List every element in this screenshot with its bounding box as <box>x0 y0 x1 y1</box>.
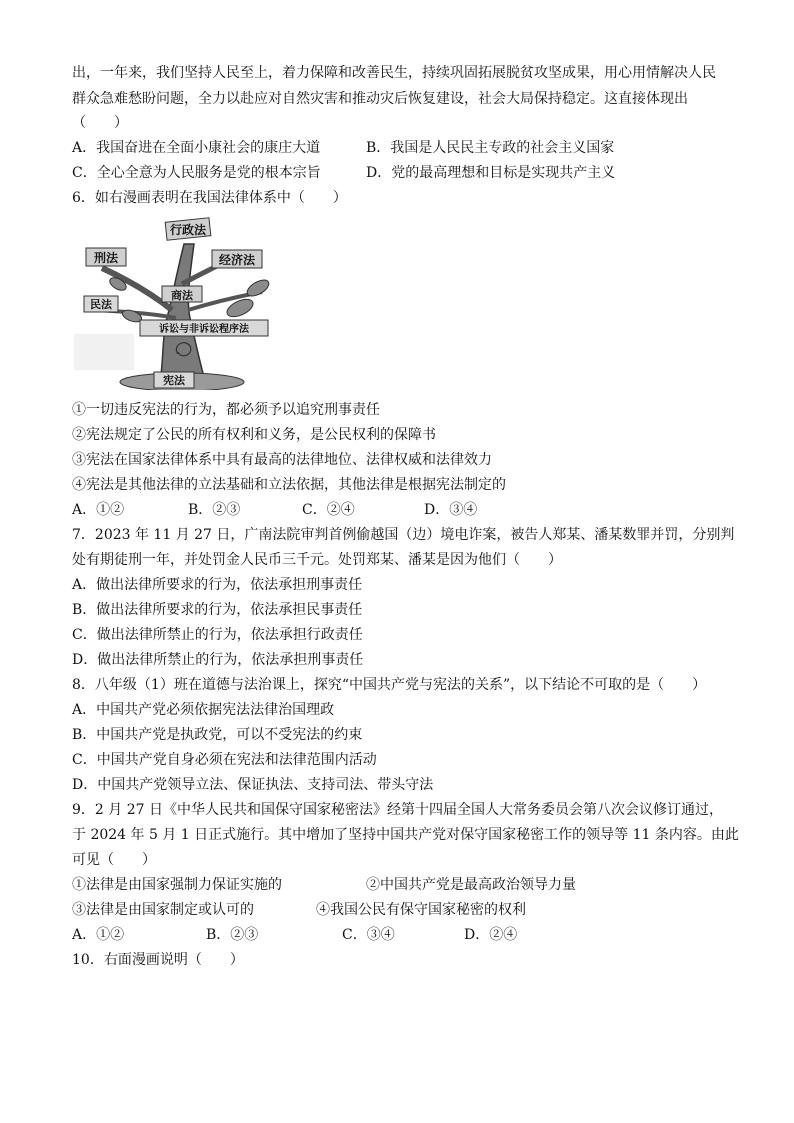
tree-label-criminal-law: 刑法 <box>93 251 119 265</box>
q6-statement-3: ③宪法在国家法律体系中具有最高的法律地位、法律权威和法律效力 <box>72 452 492 468</box>
tree-label-commercial-law: 商法 <box>171 289 193 302</box>
q5-option-b: B．我国是人民民主专政的社会主义国家 <box>366 140 615 156</box>
tree-label-procedure-law: 诉讼与非诉讼程序法 <box>159 324 249 335</box>
tree-label-civil-law: 民法 <box>90 298 112 311</box>
q9-statement-3: ③法律是由国家制定或认可的 <box>72 902 254 918</box>
q5-blank: （ ） <box>72 115 128 131</box>
q6-option-c: C．②④ <box>302 502 355 518</box>
q5-option-a: A．我国奋进在全面小康社会的康庄大道 <box>72 140 321 156</box>
q6-statement-2: ②宪法规定了公民的所有权利和义务，是公民权利的保障书 <box>72 427 436 443</box>
q8-option-b: B．中国共产党是执政党，可以不受宪法的约束 <box>72 727 363 743</box>
q9-option-c: C．③④ <box>342 927 395 943</box>
q9-statement-2: ②中国共产党是最高政治领导力量 <box>366 877 576 893</box>
q6-option-b: B．②③ <box>188 502 241 518</box>
q9-option-b: B．②③ <box>206 927 259 943</box>
q7-option-d: D．做出法律所禁止的行为，依法承担刑事责任 <box>72 652 364 668</box>
q8-option-a: A．中国共产党必须依据宪法法律治国理政 <box>72 702 335 718</box>
q9-option-a: A．①② <box>72 927 125 943</box>
tree-label-admin-law: 行政法 <box>169 223 207 237</box>
law-tree-cartoon <box>72 214 278 390</box>
q6-stem: 6．如右漫画表明在我国法律体系中（ ） <box>72 190 347 206</box>
q10-stem: 10．右面漫画说明（ ） <box>72 952 244 968</box>
q5-option-d: D．党的最高理想和目标是实现共产主义 <box>366 165 616 181</box>
q9-stem-line3: 可见（ ） <box>72 852 156 868</box>
q5-option-c: C．全心全意为人民服务是党的根本宗旨 <box>72 165 321 181</box>
q7-option-a: A．做出法律所要求的行为，依法承担刑事责任 <box>72 577 363 593</box>
q7-option-b: B．做出法律所要求的行为，依法承担民事责任 <box>72 602 363 618</box>
q9-stem-line2: 于 2024 年 5 月 1 日正式施行。其中增加了坚持中国共产党对保守国家秘密工作的领导等 11 条内容。由此 <box>72 827 739 843</box>
q9-statement-4: ④我国公民有保守国家秘密的权利 <box>316 902 526 918</box>
q8-option-d: D．中国共产党领导立法、保证执法、支持司法、带头守法 <box>72 777 434 793</box>
q8-stem: 8．八年级（1）班在道德与法治课上，探究“中国共产党与宪法的关系”，以下结论不可取的是（ ） <box>72 677 707 693</box>
q6-statement-4: ④宪法是其他法律的立法基础和立法依据，其他法律是根据宪法制定的 <box>72 477 506 493</box>
tree-label-constitution: 宪法 <box>163 374 185 387</box>
q9-statement-1: ①法律是由国家强制力保证实施的 <box>72 877 282 893</box>
q6-statement-1: ①一切违反宪法的行为，都必须予以追究刑事责任 <box>72 402 380 418</box>
q7-stem-line1: 7．2023 年 11 月 27 日，广南法院审判首例偷越国（边）境电诈案，被告人郑某、潘某数罪并罚，分别判 <box>72 527 735 543</box>
tree-label-economic-law: 经济法 <box>218 253 256 267</box>
q7-option-c: C．做出法律所禁止的行为，依法承担行政责任 <box>72 627 363 643</box>
q6-option-a: A．①② <box>72 502 125 518</box>
q5-stem-line2: 群众急难愁盼问题，全力以赴应对自然灾害和推动灾后恢复建设，社会大局保持稳定。这直接体现出 <box>72 91 688 107</box>
q9-option-d: D．②④ <box>464 927 518 943</box>
q9-stem-line1: 9．2 月 27 日《中华人民共和国保守国家秘密法》经第十四届全国人大常务委员会第八次会议修订通过， <box>72 802 723 818</box>
q8-option-c: C．中国共产党自身必须在宪法和法律范围内活动 <box>72 752 377 768</box>
q6-option-d: D．③④ <box>424 502 478 518</box>
q7-stem-line2: 处有期徒刑一年，并处罚金人民币三千元。处罚郑某、潘某是因为他们（ ） <box>72 552 562 568</box>
q5-stem-line1: 出，一年来，我们坚持人民至上，着力保障和改善民生，持续巩固拓展脱贫攻坚成果，用心用情解决人民 <box>72 65 716 81</box>
